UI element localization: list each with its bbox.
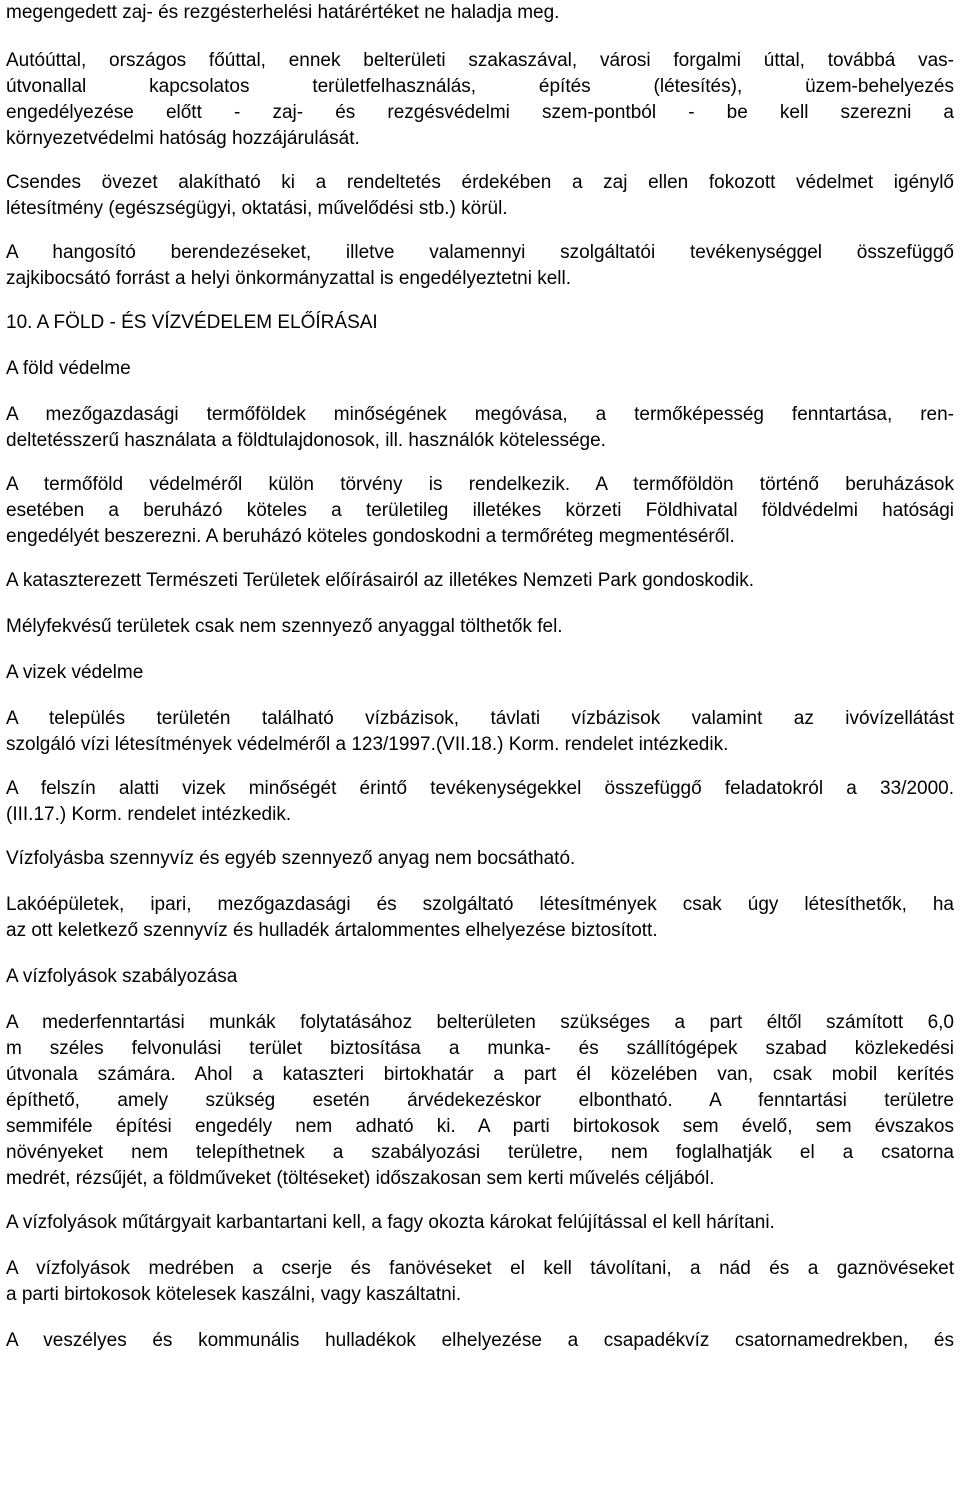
text-line: az ott keletkező szennyvíz és hulladék ártalommentes elhelyezése biztosított. (6, 920, 658, 941)
text-line: zajkibocsátó forrást a helyi önkormányzattal is engedélyeztetni kell. (6, 268, 572, 289)
paragraph-groundwater (6, 776, 954, 828)
text-line: semmiféle építési engedély nem adható ki. A parti birtokosok sem évelő, sem évszakos (6, 1116, 954, 1137)
text-line: létesítmény (egészségügyi, oktatási, művelődési stb.) körül. (6, 198, 508, 219)
text-line: a parti birtokosok kötelesek kaszálni, vagy kaszáltatni. (6, 1284, 462, 1305)
paragraph-bed-maintenance (6, 1010, 954, 1192)
text-line: A hangosító berendezéseket, illetve valamennyi szolgáltatói tevékenységgel összefüggő (6, 242, 954, 263)
paragraph-vegetation (6, 1256, 954, 1308)
subsection-heading-water (6, 660, 954, 686)
paragraph-quiet-zone (6, 170, 954, 222)
paragraph-soil-law (6, 472, 954, 550)
paragraph-hazardous-waste (6, 1328, 954, 1354)
text-line: A felszín alatti vizek minőségét érintő tevékenységekkel összefüggő feladatokról a 33/2000. (6, 778, 954, 799)
text-line: A vízfolyások műtárgyait karbantartani kell, a fagy okozta károkat felújítással el kell hárítani. (6, 1212, 775, 1233)
text-line: esetében a beruházó köteles a területileg illetékes körzeti Földhivatal földvédelmi hatósági (6, 500, 954, 521)
paragraph-sewage-ban (6, 846, 954, 872)
text-line: építhető, amely szükség esetén árvédekezéskor elbontható. A fenntartási területre (6, 1090, 954, 1111)
text-line: Mélyfekvésű területek csak nem szennyező anyaggal tölthetők fel. (6, 616, 563, 637)
text-line: A termőföld védelméről külön törvény is rendelkezik. A termőföldön történő beruházások (6, 474, 954, 495)
text-line: m széles felvonulási terület biztosítása a munka- és szállítógépek szabad közlekedési (6, 1038, 954, 1059)
text-line: megengedett zaj- és rezgésterhelési határértéket ne haladja meg. (6, 2, 560, 23)
text-line: szolgáló vízi létesítmények védelméről a 123/1997.(VII.18.) Korm. rendelet intézkedik. (6, 734, 729, 755)
paragraph-low-lying-areas (6, 614, 954, 640)
paragraph-water-bases (6, 706, 954, 758)
text-line: A mezőgazdasági termőföldek minőségének megóvása, a termőképesség fenntartása, ren- (6, 404, 954, 425)
text-line: deltetésszerű használata a földtulajdonosok, ill. használók kötelessége. (6, 430, 606, 451)
text-line: (III.17.) Korm. rendelet intézkedik. (6, 804, 292, 825)
subsection-heading-soil (6, 356, 954, 382)
subsection-heading-text: A vízfolyások szabályozása (6, 966, 238, 987)
text-line: engedélyét beszerezni. A beruházó köteles gondoskodni a termőréteg megmentéséről. (6, 526, 735, 547)
section-heading-text: 10. A FÖLD - ÉS VÍZVÉDELEM ELŐÍRÁSAI (6, 312, 378, 333)
paragraph-building-sewage (6, 892, 954, 944)
subsection-heading-text: A vizek védelme (6, 662, 144, 683)
subsection-heading-watercourse (6, 964, 954, 990)
subsection-heading-text: A föld védelme (6, 358, 131, 379)
text-line: Vízfolyásba szennyvíz és egyéb szennyező anyag nem bocsátható. (6, 848, 576, 869)
text-line: medrét, rézsűjét, a földműveket (töltéseket) időszakosan sem kerti művelés céljából. (6, 1168, 715, 1189)
paragraph-soil-quality (6, 402, 954, 454)
text-line: környezetvédelmi hatóság hozzájárulását. (6, 128, 360, 149)
text-line: Lakóépületek, ipari, mezőgazdasági és szolgáltató létesítmények csak úgy létesíthetők, ha (6, 894, 954, 915)
text-line: A település területén található vízbázisok, távlati vízbázisok valamint az ivóvízellátást (6, 708, 954, 729)
paragraph-road-noise-permit (6, 48, 954, 152)
text-line: engedélyezése előtt - zaj- és rezgésvédelmi szem-pontból - be kell szerezni a (6, 102, 954, 123)
text-line: A kataszterezett Természeti Területek előírásairól az illetékes Nemzeti Park gondoskodik. (6, 570, 755, 591)
paragraph-noise-limit-end (6, 0, 954, 26)
text-line: A vízfolyások medrében a cserje és fanövéseket el kell távolítani, a nád és a gaznövéseket (6, 1258, 954, 1279)
section-heading (6, 310, 954, 336)
paragraph-natural-areas (6, 568, 954, 594)
text-line: útvonala számára. Ahol a kataszteri birtokhatár a part él közelében van, csak mobil kerítés (6, 1064, 954, 1085)
text-line: útvonallal kapcsolatos területfelhasználás, építés (létesítés), üzem-behelyezés (6, 76, 954, 97)
text-line: növényeket nem telepíthetnek a szabályozási területre, nem foglalhatják el a csatorna (6, 1142, 954, 1163)
text-line: A veszélyes és kommunális hulladékok elhelyezése a csapadékvíz csatornamedrekben, és (6, 1330, 954, 1351)
paragraph-sound-devices (6, 240, 954, 292)
paragraph-structures (6, 1210, 954, 1236)
text-line: Autóúttal, országos főúttal, ennek belterületi szakaszával, városi forgalmi úttal, továbbá vas- (6, 50, 954, 71)
text-line: A mederfenntartási munkák folytatásához belterületen szükséges a part éltől számított 6,0 (6, 1012, 954, 1033)
text-line: Csendes övezet alakítható ki a rendeltetés érdekében a zaj ellen fokozott védelmet igénylő (6, 172, 954, 193)
